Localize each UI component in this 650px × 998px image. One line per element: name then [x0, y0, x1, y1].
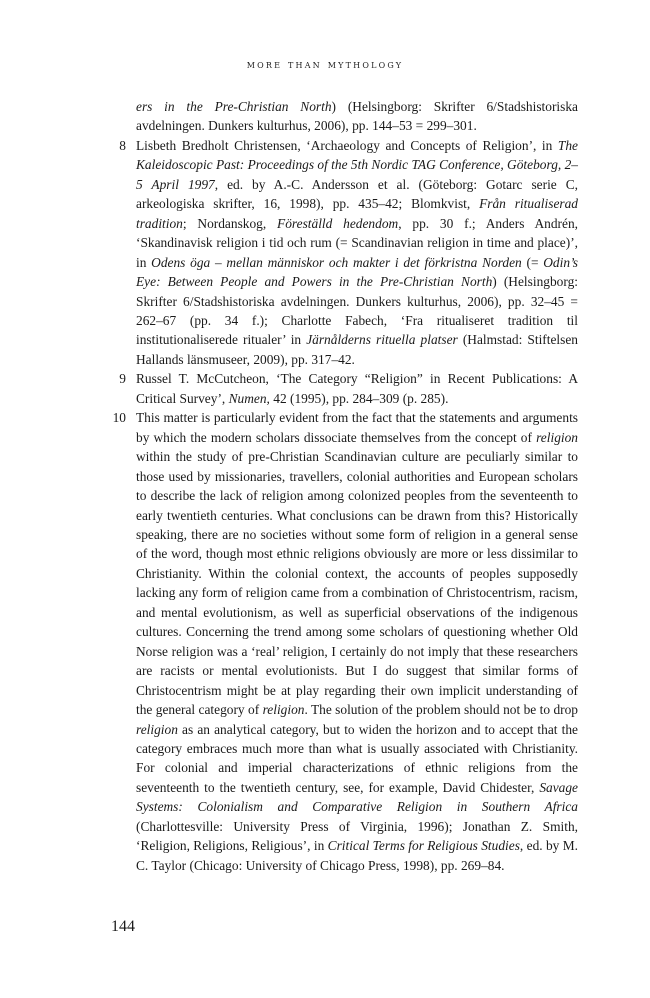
footnotes [96, 97, 578, 875]
footnote-text: ers in the Pre-Christian North) (Helsingborg: Skrifter 6/Stadshistoriska avdelningen. Dunkers kulturhus, 2006), pp. 144–53 = 299–301. [136, 99, 578, 134]
footnote-continued [96, 97, 578, 136]
running-head: more than mythology [246, 57, 404, 71]
page-number: 144 [111, 918, 135, 935]
footnote-text: Lisbeth Bredholt Christensen, ‘Archaeology and Concepts of Religion’, in The Kaleidoscopic Past: Proceedings of the 5th Nordic TAG Conference, Göteborg, 2–5 April 1997, ed. by A.-C. Andersson et al. (Göteborg: Gotarc serie C, arkeologiska skrifter, 16, 1998), pp. 435–42; Blomkvist, Från ritualiserad tradition; Nordanskog, Föreställd hedendom, pp. 30 f.; Anders Andrén, ‘Skandinavisk religion i tid och rum (= Scandinavian religion in time and place)’, in Odens öga – mellan människor och makter i det förkristna Norden (= Odin’s Eye: Between People and Powers in the Pre-Christian North) (Helsingborg: Skrifter 6/Stadshistoriska avdelningen. Dunkers kulturhus, 2006), pp. 32–45 = 262–67 (pp. 34 f.); Charlotte Fabech, ‘Fra ritualiseret tradition til institutionaliserede ritualer’ in Järnålderns rituella platser (Halmstad: Stiftelsen Hallands länsmuseer, 2009), pp. 317–42. [136, 137, 578, 367]
footnote-text: This matter is particularly evident from the fact that the statements and arguments by which the modern scholars dissociate themselves from the concept of religion within the study of pre-Christian Scandinavian culture are peculiarly similar to those used by missionaries, travellers, colonial authorities and European scholars to describe the lack of religion among colonized peoples from the seventeenth to early twentieth centuries. What conclusions can be drawn from this? Historically speaking, there are no societies without some form of religion in a general sense of the word, though most ethnic religions obviously are more or less dissimilar to Christianity. Within the colonial context, the accounts of peoples supposedly lacking any form of religion came from a combination of Christocentrism, racism, and mental evolutionism, as well as superficial observations of the indigenous cultures. Concerning the trend among some scholars of questioning whether Old Norse religion was a ‘real’ religion, I certainly do not imply that these researchers are racists or mental evolutionists. But I do suggest that similar forms of Christocentrism might be at play regarding their own implicit understanding of the general category of religion. The solution of the problem should not be to drop religion as an analytical category, but to widen the horizon and to accept that the category embraces much more than what is usually associated with Christianity. For colonial and imperial characterizations of ethnic religions from the seventeenth to the twentieth century, see, for example, David Chidester, Savage Systems: Colonialism and Comparative Religion in Southern Africa (Charlottesville: University Press of Virginia, 1996); Jonathan Z. Smith, ‘Religion, Religions, Religious’, in Critical Terms for Religious Studies, ed. by M. C. Taylor (Chicago: University of Chicago Press, 1998), pp. 269–84. [136, 410, 578, 873]
footnote-text: Russel T. McCutcheon, ‘The Category “Religion” in Recent Publications: A Critical Survey’, Numen, 42 (1995), pp. 284–309 (p. 285). [136, 371, 578, 406]
footnote-10 [96, 408, 578, 875]
footnote-number: 9 [119, 371, 126, 387]
footnote-8 [96, 136, 578, 369]
footnote-number: 8 [119, 137, 126, 153]
footnote-number: 10 [112, 410, 126, 426]
footnote-9 [96, 369, 578, 408]
